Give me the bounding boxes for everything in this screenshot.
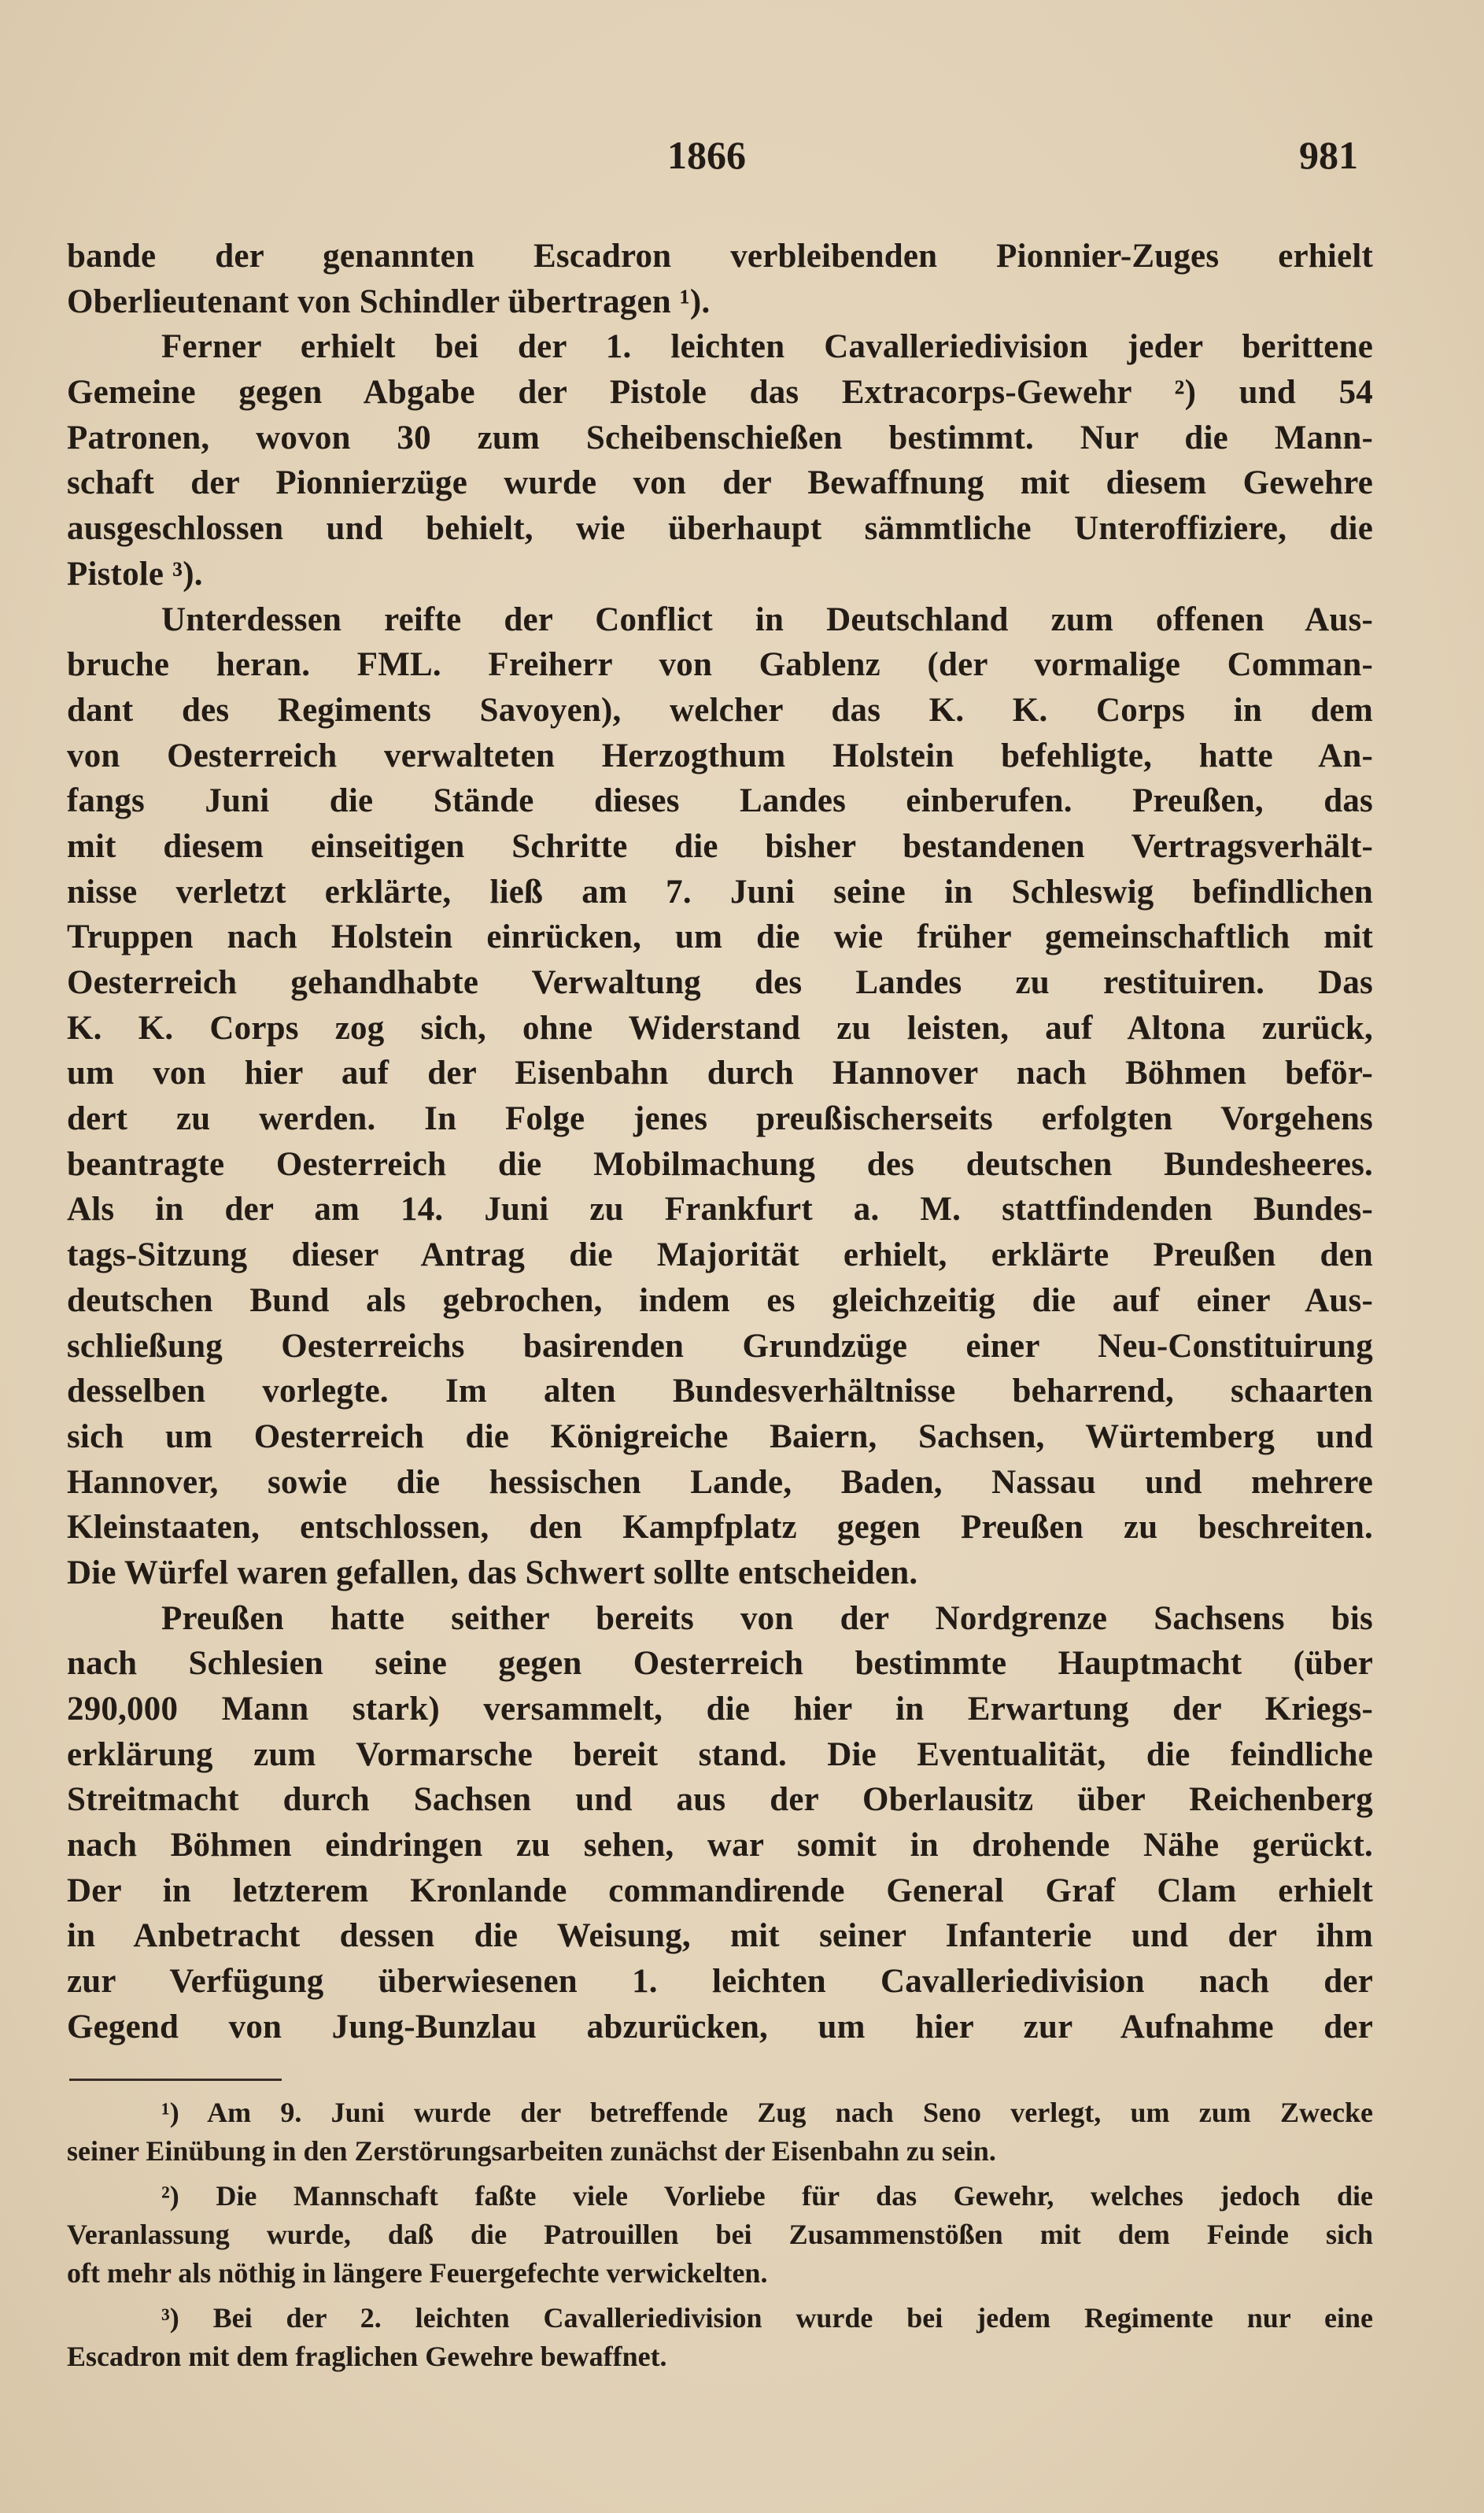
footnotes [67,2094,1373,2382]
text-line: um von hier auf der Eisenbahn durch Hannover nach Böhmen beför- [67,1055,1373,1092]
text-line: dert zu werden. In Folge jenes preußischerseits erfolgten Vorgehens [67,1100,1373,1138]
footnote-line: seiner Einübung in den Zerstörungsarbeiten zunächst der Eisenbahn zu sein. [67,2135,996,2167]
text-line: Patronen, wovon 30 zum Scheibenschießen bestimmt. Nur die Mann- [67,419,1373,456]
footnote-line: ²) Die Mannschaft faßte viele Vorliebe für das Gewehr, welches jedoch die [161,2180,1373,2212]
text-line: Ferner erhielt bei der 1. leichten Cavalleriedivision jeder berittene [161,328,1373,366]
text-line: Oesterreich gehandhabte Verwaltung des Landes zu restituiren. Das [67,964,1373,1001]
text-line: Streitmacht durch Sachsen und aus der Oberlausitz über Reichenberg [67,1781,1373,1819]
text-line: desselben vorlegte. Im alten Bundesverhältnisse beharrend, schaarten [67,1373,1373,1410]
text-line: Unterdessen reifte der Conflict in Deutschland zum offenen Aus- [161,601,1373,638]
text-line: fangs Juni die Stände dieses Landes einberufen. Preußen, das [67,782,1373,820]
text-line: zur Verfügung überwiesenen 1. leichten Cavalleriedivision nach der [67,1963,1373,2001]
text-line: nisse verletzt erklärte, ließ am 7. Juni seine in Schleswig befindlichen [67,873,1373,911]
page-number: 981 [1299,133,1358,177]
text-line: Pistole ³). [67,555,203,593]
text-line: Gegend von Jung-Bunzlau abzurücken, um hier zur Aufnahme der [67,2008,1373,2046]
body-text [67,234,1373,2050]
footnote-line: Escadron mit dem fraglichen Gewehre bewaffnet. [67,2341,667,2372]
text-line: K. K. Corps zog sich, ohne Widerstand zu leisten, auf Altona zurück, [67,1009,1373,1047]
text-line: Gemeine gegen Abgabe der Pistole das Extracorps-Gewehr ²) und 54 [67,374,1373,412]
text-line: Kleinstaaten, entschlossen, den Kampfplatz gegen Preußen zu beschreiten. [67,1509,1373,1547]
text-line: beantragte Oesterreich die Mobilmachung des deutschen Bundesheeres. [67,1145,1373,1183]
footnote-line: Veranlassung wurde, daß die Patrouillen bei Zusammenstößen mit dem Feinde sich [67,2219,1373,2250]
text-line: schaft der Pionnierzüge wurde von der Bewaffnung mit diesem Gewehre [67,464,1373,502]
text-line: von Oesterreich verwalteten Herzogthum Holstein befehligte, hatte An- [67,737,1373,774]
text-line: schließung Oesterreichs basirenden Grundzüge einer Neu-Constituirung [67,1327,1373,1365]
footnote-line: ¹) Am 9. Juni wurde der betreffende Zug nach Seno verlegt, um zum Zwecke [161,2097,1373,2128]
text-line: nach Schlesien seine gegen Oesterreich bestimmte Hauptmacht (über [67,1645,1373,1683]
footnote [67,2299,1373,2376]
text-line: Hannover, sowie die hessischen Lande, Baden, Nassau und mehrere [67,1463,1373,1501]
text-line: 290,000 Mann stark) versammelt, die hier in Erwartung der Kriegs- [67,1691,1373,1728]
text-line: sich um Oesterreich die Königreiche Baiern, Sachsen, Würtemberg und [67,1417,1373,1455]
text-line: in Anbetracht dessen die Weisung, mit seiner Infanterie und der ihm [67,1917,1373,1955]
footnote [67,2177,1373,2293]
text-line: Die Würfel waren gefallen, das Schwert sollte entscheiden. [67,1554,918,1591]
text-line: Truppen nach Holstein einrücken, um die wie früher gemeinschaftlich mit [67,918,1373,956]
footnote-divider [69,2079,282,2081]
text-line: tags-Sitzung dieser Antrag die Majorität erhielt, erklärte Preußen den [67,1236,1373,1274]
text-line: Oberlieutenant von Schindler übertragen ¹). [67,283,711,320]
text-line: Der in letzterem Kronlande commandirende General Graf Clam erhielt [67,1872,1373,1909]
text-line: nach Böhmen eindringen zu sehen, war somit in drohende Nähe gerückt. [67,1827,1373,1864]
text-line: bande der genannten Escadron verbleibenden Pionnier-Zuges erhielt [67,238,1373,275]
running-head-year: 1866 [667,133,746,177]
footnote-line: oft mehr als nöthig in längere Feuergefechte verwickelten. [67,2257,768,2289]
footnote [67,2094,1373,2171]
text-line: Preußen hatte seither bereits von der Nordgrenze Sachsens bis [161,1599,1373,1637]
text-line: ausgeschlossen und behielt, wie überhaupt sämmtliche Unteroffiziere, die [67,510,1373,548]
text-line: bruche heran. FML. Freiherr von Gablenz (der vormalige Comman- [67,646,1373,684]
footnote-line: ³) Bei der 2. leichten Cavalleriedivision wurde bei jedem Regimente nur eine [161,2302,1373,2334]
text-line: mit diesem einseitigen Schritte die bisher bestandenen Vertragsverhält- [67,827,1373,865]
text-line: erklärung zum Vormarsche bereit stand. Die Eventualität, die feindliche [67,1735,1373,1773]
text-line: dant des Regiments Savoyen), welcher das K. K. Corps in dem [67,691,1373,729]
text-line: deutschen Bund als gebrochen, indem es gleichzeitig die auf einer Aus- [67,1281,1373,1319]
text-line: Als in der am 14. Juni zu Frankfurt a. M. stattfindenden Bundes- [67,1191,1373,1229]
